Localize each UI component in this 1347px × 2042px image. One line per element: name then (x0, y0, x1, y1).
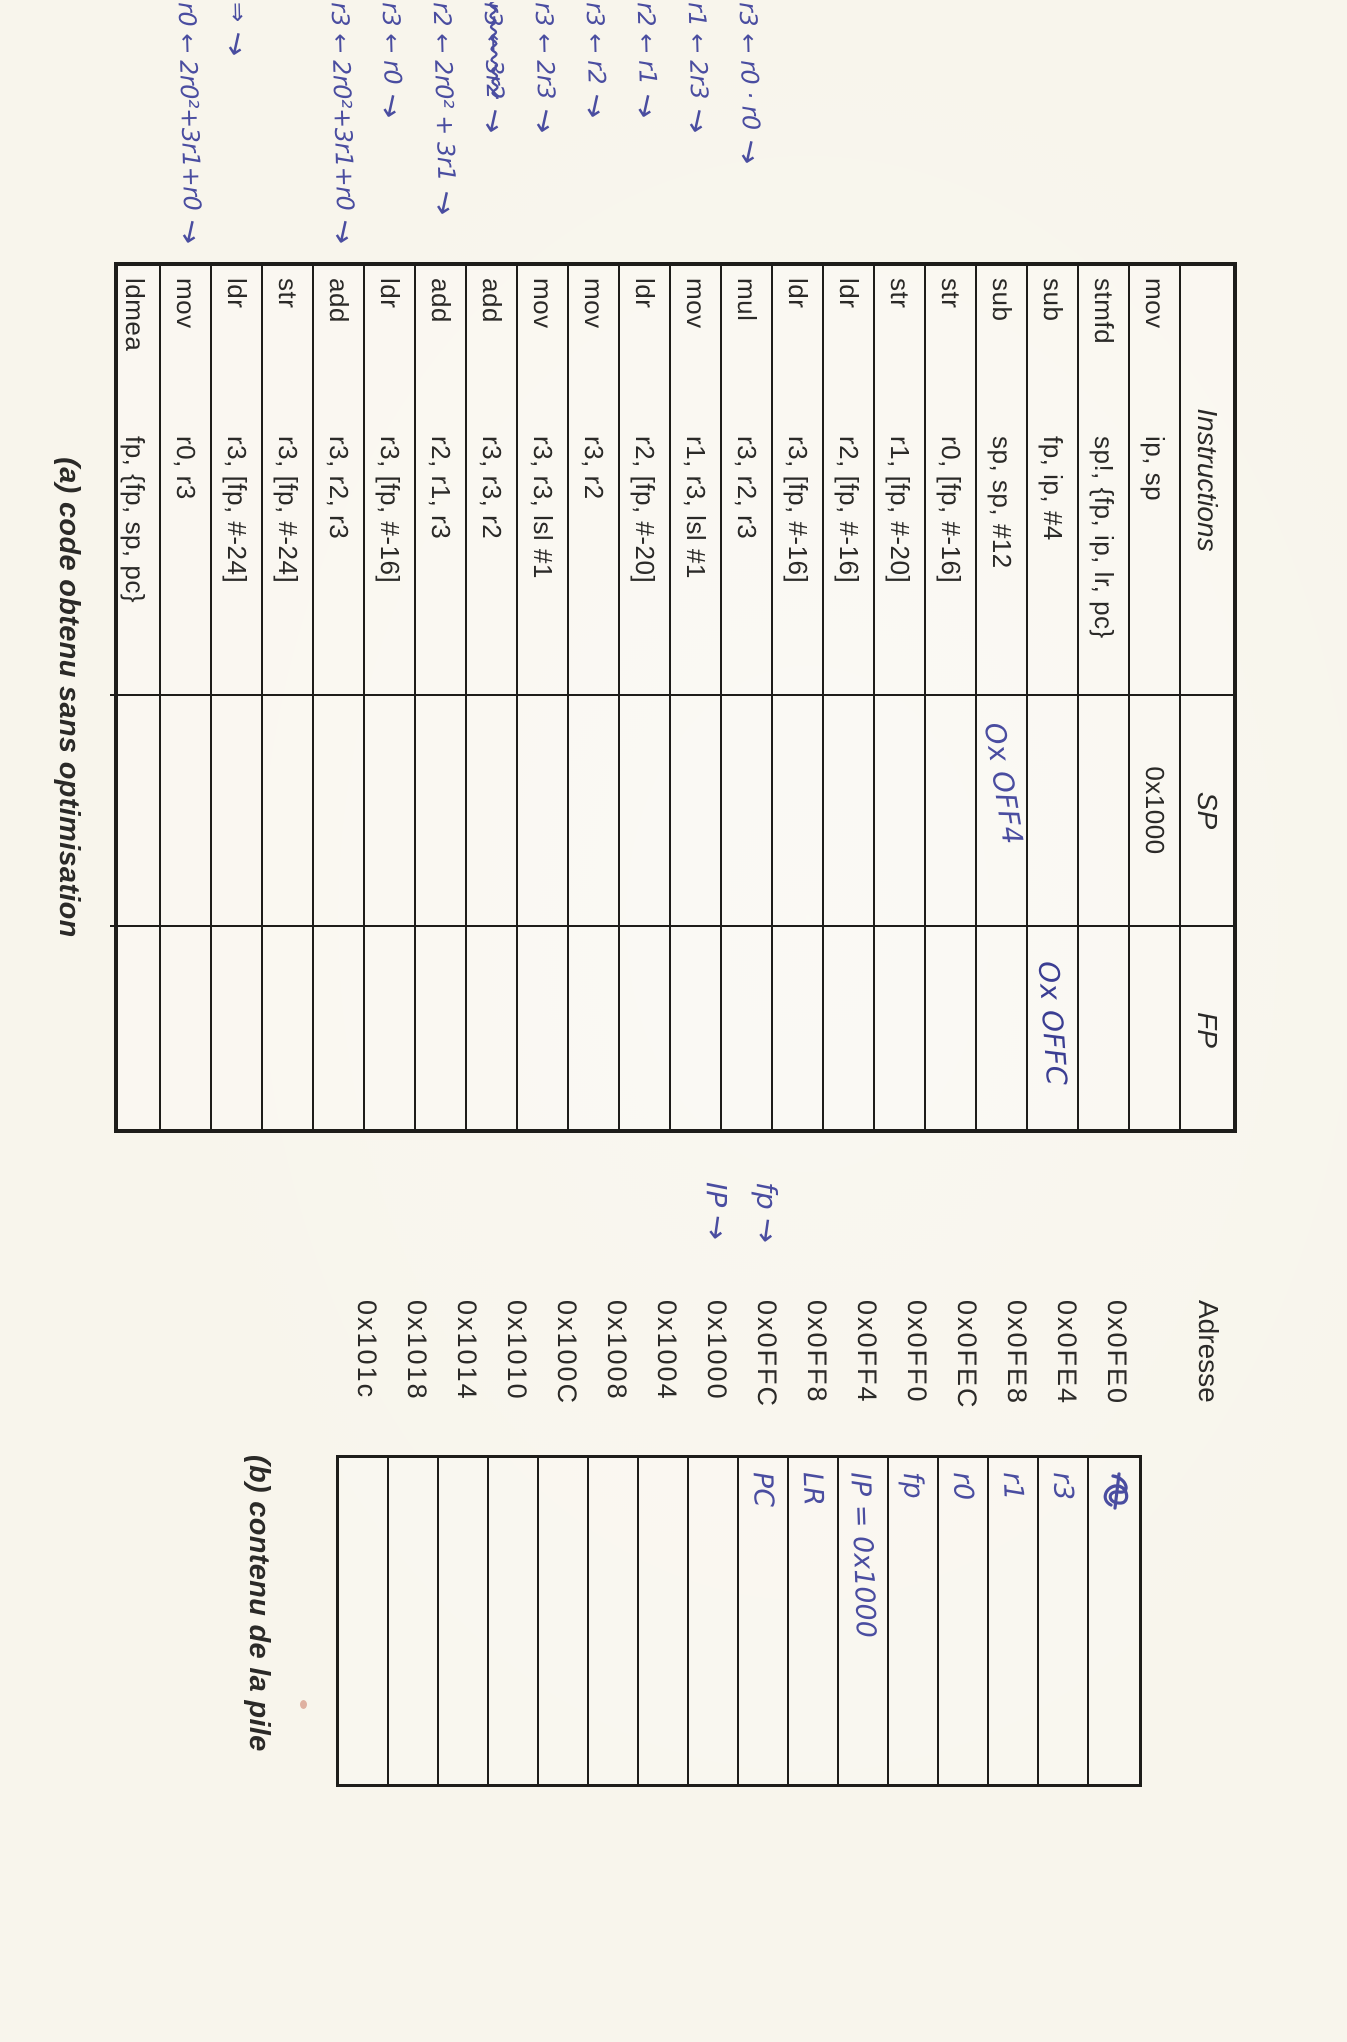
instruction-cell (773, 266, 822, 696)
margin-note-text: r0 ← 2r0²+3r1+r0 (173, 1, 207, 211)
instruction-cell (161, 266, 210, 696)
sp-value: 0x1000 (1140, 766, 1170, 855)
sp-cell (620, 696, 669, 927)
fp-cell (518, 927, 567, 1133)
handwritten-stack-value: IP = 0x1000 (844, 1471, 882, 1639)
note-arrow-icon: → (626, 90, 666, 123)
code-table-header-sp: SP (1181, 696, 1233, 927)
stack-cell (789, 1458, 839, 1784)
margin-note (672, 1, 730, 258)
handwritten-stack-value: r1 (997, 1471, 1030, 1501)
code-row (467, 266, 518, 1129)
code-row (671, 266, 722, 1129)
stack-cell (839, 1458, 889, 1784)
scribble-mark-icon (1097, 1470, 1135, 1512)
handwritten-stack-value: LR (797, 1471, 830, 1507)
note-arrow-icon: → (524, 104, 565, 137)
instruction-mnemonic: mov (171, 278, 201, 329)
stack-cell (1089, 1458, 1139, 1784)
sp-cell (1079, 696, 1128, 927)
stack-cell (1039, 1458, 1089, 1784)
code-row (314, 266, 365, 1129)
code-row (416, 266, 467, 1129)
stack-cell (389, 1458, 439, 1784)
fp-cell (416, 927, 465, 1133)
code-row (926, 266, 977, 1129)
instruction-operands: fp, ip, #4 (1038, 436, 1068, 541)
instruction-mnemonic: add (324, 278, 354, 323)
stack-address: 0x1018 (402, 1300, 433, 1401)
margin-note-text: r3 ← 2r0²+3r1+r0 (326, 1, 360, 211)
sp-cell (365, 696, 414, 927)
stack-address: 0x0FEC (952, 1300, 983, 1410)
stack-address: 0x0FF8 (802, 1300, 833, 1404)
handwritten-fp-note: Ox OFFC (1031, 960, 1074, 1087)
sp-cell (875, 696, 924, 927)
stack-address: 0x1008 (602, 1300, 633, 1401)
sp-cell (671, 696, 720, 927)
instruction-mnemonic: sub (1038, 278, 1068, 322)
instruction-cell (569, 266, 618, 696)
code-row (824, 266, 875, 1129)
instruction-cell (467, 266, 516, 696)
instruction-operands: r3, [fp, #-16] (783, 436, 813, 584)
instruction-mnemonic: str (885, 278, 915, 309)
code-table-header-row (1181, 266, 1233, 1129)
instruction-operands: r3, [fp, #-24] (222, 436, 252, 584)
instruction-operands: r3, r2, r3 (732, 436, 762, 540)
stack-cell (939, 1458, 989, 1784)
instruction-mnemonic: ldr (375, 278, 405, 309)
stack-address: 0x0FE0 (1102, 1300, 1133, 1406)
instruction-cell (977, 266, 1026, 696)
note-arrow-icon: → (323, 216, 364, 249)
pointer-fp (747, 1182, 786, 1246)
instruction-cell (926, 266, 975, 696)
sp-cell (569, 696, 618, 927)
fp-cell (365, 927, 414, 1133)
stack-cell (989, 1458, 1039, 1784)
caption-stack: (b) contenu de la pile (243, 1455, 275, 1752)
instruction-cell (875, 266, 924, 696)
code-row (1028, 266, 1079, 1129)
instruction-operands: r0, [fp, #-16] (936, 436, 966, 584)
margin-note-text: r3 ← r0 (377, 1, 408, 85)
instruction-cell (722, 266, 771, 696)
instruction-mnemonic: str (936, 278, 966, 309)
sp-cell (110, 696, 159, 927)
sp-cell (416, 696, 465, 927)
margin-note (723, 1, 781, 258)
margin-note (468, 1, 526, 258)
code-row (620, 266, 671, 1129)
stack-cell (339, 1458, 389, 1784)
margin-note (417, 1, 475, 258)
stack-cell (639, 1458, 689, 1784)
instruction-cell (110, 266, 159, 696)
stack-address: 0x1000 (702, 1300, 733, 1401)
fp-cell (110, 927, 159, 1133)
fp-cell (620, 927, 669, 1133)
instruction-mnemonic: stmfd (1089, 278, 1119, 345)
stack-cells-column (336, 1455, 1142, 1787)
note-arrow-icon: → (729, 135, 769, 168)
instruction-cell (1028, 266, 1077, 696)
stack-address: 0x1014 (452, 1300, 483, 1401)
instruction-mnemonic: str (273, 278, 303, 309)
margin-note-text: r3 ← 3r2 (479, 1, 510, 100)
code-row (263, 266, 314, 1129)
note-arrow-icon: → (170, 216, 211, 249)
fp-cell (1079, 927, 1128, 1133)
instruction-mnemonic: ldr (222, 278, 252, 309)
instruction-operands: r3, [fp, #-16] (375, 436, 405, 584)
stack-cell (539, 1458, 589, 1784)
code-row (977, 266, 1028, 1129)
paper-speck (300, 1700, 307, 1709)
handwritten-stack-value: r3 (1047, 1471, 1080, 1501)
stack-address: 0x100C (552, 1300, 583, 1406)
fp-cell (671, 927, 720, 1133)
margin-note-text: r3 ← r2 (581, 1, 612, 85)
instruction-mnemonic: sub (987, 278, 1017, 322)
instruction-operands: ip, sp (1140, 436, 1170, 502)
instruction-operands: r3, r2 (579, 436, 609, 500)
code-row (212, 266, 263, 1129)
instruction-operands: r2, [fp, #-16] (834, 436, 864, 584)
stack-cell (589, 1458, 639, 1784)
margin-note-text: r3 ← r0 · r0 (734, 1, 766, 131)
instruction-mnemonic: mov (579, 278, 609, 329)
code-row (518, 266, 569, 1129)
sp-cell (263, 696, 312, 927)
instruction-mnemonic: add (477, 278, 507, 323)
instruction-cell (1079, 266, 1128, 696)
stack-address: 0x1010 (502, 1300, 533, 1401)
stack-address: 0x0FE4 (1052, 1300, 1083, 1406)
fp-cell (722, 927, 771, 1133)
margin-note-text: r1 ← 2r3 (683, 1, 714, 100)
margin-note (315, 1, 373, 258)
instruction-mnemonic: mov (681, 278, 711, 329)
fp-cell (314, 927, 363, 1133)
margin-note (366, 1, 424, 258)
sp-cell (518, 696, 567, 927)
stack-address: 0x1004 (652, 1300, 683, 1401)
sp-cell (977, 696, 1030, 927)
pointer-label: fp (750, 1182, 783, 1210)
code-row (1079, 266, 1130, 1129)
fp-cell (263, 927, 312, 1133)
fp-cell (977, 927, 1026, 1133)
note-arrow-icon: → (575, 90, 615, 123)
code-row (110, 266, 161, 1129)
note-arrow-icon: → (371, 90, 411, 123)
code-table (114, 262, 1237, 1133)
sp-cell (722, 696, 771, 927)
instruction-operands: r1, [fp, #-20] (885, 436, 915, 584)
stack-address: 0x0FFC (752, 1300, 783, 1409)
stack-cell (739, 1458, 789, 1784)
pointer-label: IP (700, 1182, 733, 1208)
instruction-cell (416, 266, 465, 696)
instruction-mnemonic: mov (1140, 278, 1170, 329)
stack-cell (689, 1458, 739, 1784)
stack-address: 0x0FE8 (1002, 1300, 1033, 1406)
instruction-mnemonic: mul (732, 278, 762, 322)
stack-cell (889, 1458, 939, 1784)
stack-cell (439, 1458, 489, 1784)
code-row (875, 266, 926, 1129)
fp-cell (1028, 927, 1077, 1133)
caption-code: (a) code obtenu sans optimisation (53, 457, 85, 938)
handwritten-stack-value: r0 (947, 1471, 980, 1501)
code-table-header-fp: FP (1192, 1012, 1223, 1048)
sp-cell (1028, 696, 1077, 927)
margin-note (213, 1, 271, 258)
instruction-operands: r2, [fp, #-20] (630, 436, 660, 584)
sp-cell (467, 696, 516, 927)
instruction-cell (1130, 266, 1179, 696)
code-row (161, 266, 212, 1129)
instruction-mnemonic: ldr (834, 278, 864, 309)
instruction-cell (263, 266, 312, 696)
sp-cell (1130, 696, 1179, 927)
fp-cell (161, 927, 210, 1133)
handwritten-sp-note: Ox OFF4 (977, 720, 1030, 847)
stack-address: 0x0FF4 (852, 1300, 883, 1404)
instruction-cell (365, 266, 414, 696)
instruction-mnemonic: ldr (630, 278, 660, 309)
instruction-mnemonic: add (426, 278, 456, 323)
pointer-arrow-icon: → (697, 1212, 736, 1243)
code-row (773, 266, 824, 1129)
code-table-rows (110, 266, 1181, 1129)
stack-cell (489, 1458, 539, 1784)
handwritten-stack-value: PC (747, 1471, 780, 1508)
margin-note-text: r2 ← 2r0² + 3r1 (428, 1, 461, 182)
pointer-arrow-icon: → (747, 1215, 786, 1246)
margin-note (621, 1, 679, 258)
instruction-cell (824, 266, 873, 696)
instruction-cell (620, 266, 669, 696)
instruction-operands: fp, {fp, sp, pc} (120, 436, 150, 603)
code-row (569, 266, 620, 1129)
instruction-mnemonic: ldr (783, 278, 813, 309)
code-table-header-instructions: Instructions (1181, 266, 1233, 696)
note-arrow-icon: → (216, 27, 257, 60)
note-arrow-icon: → (677, 104, 718, 137)
pointer-ip (697, 1182, 736, 1243)
stack-address: 0x0FF0 (902, 1300, 933, 1404)
margin-note (519, 1, 577, 258)
note-arrow-icon: → (473, 104, 514, 137)
fp-cell (926, 927, 975, 1133)
instruction-cell (518, 266, 567, 696)
code-row (1130, 266, 1181, 1129)
stack-address-header: Adresse (1193, 1300, 1224, 1403)
instruction-operands: r3, r3, lsl #1 (528, 436, 558, 579)
sp-cell (314, 696, 363, 927)
code-row (722, 266, 773, 1129)
code-row (365, 266, 416, 1129)
stack-address: 0x101c (352, 1300, 383, 1400)
margin-note-text: r2 ← r1 (632, 1, 663, 85)
instruction-cell (212, 266, 261, 696)
sp-cell (824, 696, 873, 927)
margin-note (162, 1, 220, 258)
fp-cell (569, 927, 618, 1133)
sp-cell (926, 696, 975, 927)
note-arrow-icon: → (424, 186, 465, 219)
sp-cell (212, 696, 261, 927)
instruction-mnemonic: ldmea (120, 278, 150, 352)
fp-cell (824, 927, 873, 1133)
instruction-operands: r0, r3 (171, 436, 201, 500)
instruction-operands: r3, r3, r2 (477, 436, 507, 540)
fp-cell (467, 927, 516, 1133)
fp-cell (875, 927, 924, 1133)
fp-cell (773, 927, 822, 1133)
instruction-operands: r1, r3, lsl #1 (681, 436, 711, 579)
instruction-operands: r3, [fp, #-24] (273, 436, 303, 584)
instruction-cell (671, 266, 720, 696)
instruction-cell (314, 266, 363, 696)
sp-cell (773, 696, 822, 927)
margin-note-text: ⇒ (224, 1, 253, 23)
margin-note-text: r3 ← 2r3 (530, 1, 561, 100)
instruction-operands: r2, r1, r3 (426, 436, 456, 540)
instruction-operands: r3, r2, r3 (324, 436, 354, 540)
handwritten-stack-value: fp (897, 1471, 930, 1500)
fp-cell (1130, 927, 1179, 1133)
fp-cell (212, 927, 261, 1133)
margin-note (570, 1, 628, 258)
sp-cell (161, 696, 210, 927)
instruction-mnemonic: mov (528, 278, 558, 329)
instruction-operands: sp!, {fp, ip, lr, pc} (1089, 436, 1119, 639)
instruction-operands: sp, sp, #12 (987, 436, 1017, 569)
